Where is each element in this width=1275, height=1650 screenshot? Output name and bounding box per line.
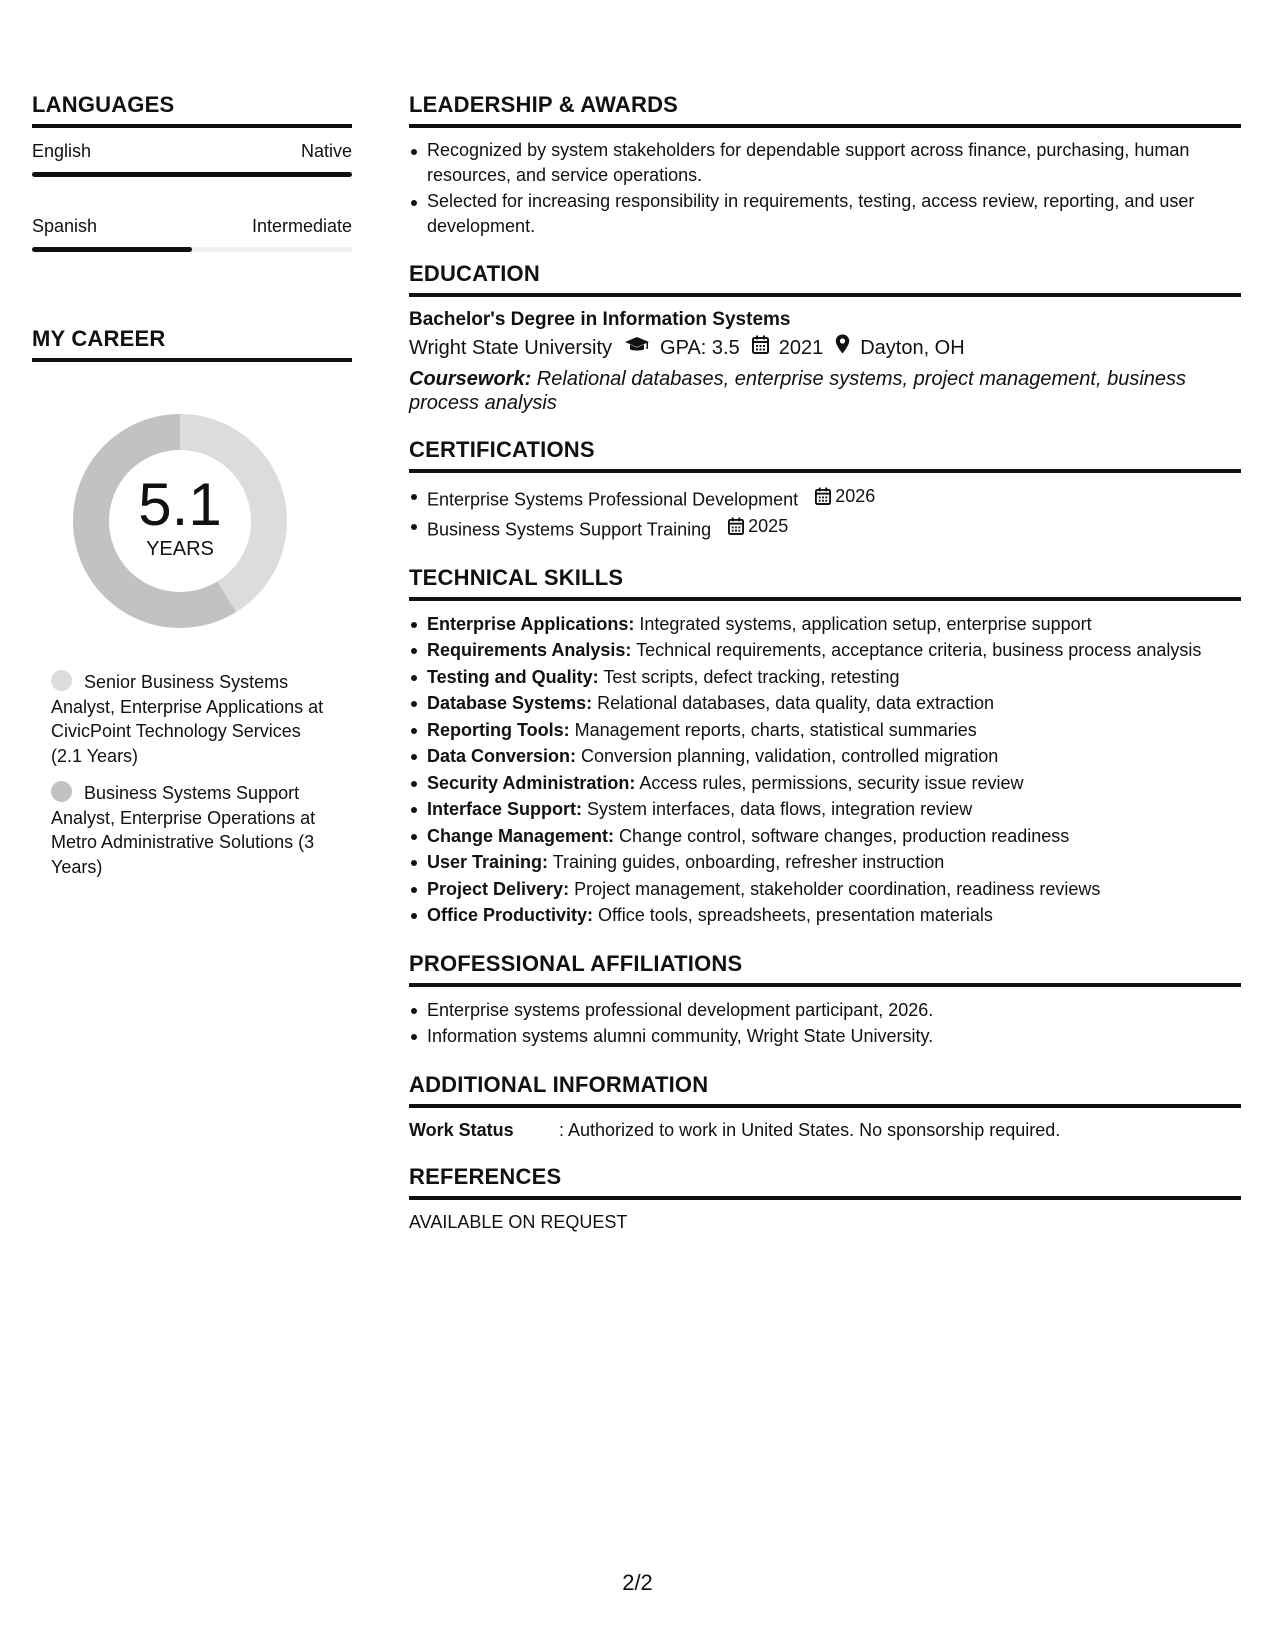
school-location: Dayton, OH <box>860 337 965 359</box>
page-number: 2/2 <box>622 1570 653 1595</box>
skill-details: Integrated systems, application setup, enterprise support <box>634 613 1092 634</box>
language-name: English <box>32 141 92 161</box>
skill-category: Change Management: <box>427 825 615 846</box>
career-legend-item <box>51 781 331 879</box>
coursework <box>409 367 1241 415</box>
donut-center <box>65 406 295 636</box>
skill-item <box>427 796 1241 823</box>
skill-details: Change control, software changes, production readiness <box>614 825 1070 846</box>
coursework-text: Relational databases, enterprise systems, project management, business process analysis <box>409 368 1187 414</box>
leadership-section <box>409 92 1241 239</box>
work-status-row <box>409 1118 1241 1142</box>
language-proficiency-bar <box>32 172 352 177</box>
language-proficiency-fill <box>32 247 192 252</box>
leadership-list <box>409 138 1241 239</box>
list-item <box>427 513 1241 543</box>
skill-details: Office tools, spreadsheets, presentation materials <box>593 905 993 925</box>
skill-item <box>427 743 1241 770</box>
career-years-unit: YEARS <box>146 538 214 560</box>
calendar-icon <box>728 517 744 535</box>
skill-item <box>427 717 1241 744</box>
legend-dot <box>51 781 72 802</box>
gpa: GPA: 3.5 <box>660 337 740 359</box>
skill-item <box>427 876 1241 903</box>
right-column <box>409 92 1241 1256</box>
skill-category: Interface Support: <box>427 799 583 819</box>
work-status-label: Work Status <box>409 1119 514 1140</box>
language-name: Spanish <box>32 216 98 236</box>
legend-dot <box>51 670 72 691</box>
additional-info-section <box>409 1072 1241 1142</box>
skill-item <box>427 823 1241 850</box>
career-role-label: Business Systems Support Analyst, Enterprise Operations at Metro Administrative Solutions (3 Years) <box>51 783 316 877</box>
skill-details: Test scripts, defect tracking, retesting <box>598 666 900 687</box>
list-item: Information systems alumni community, Wright State University. <box>427 1023 1241 1050</box>
list-item: Recognized by system stakeholders for dependable support across finance, purchasing, human resources, and service operations. <box>427 138 1241 188</box>
career-title: MY CAREER <box>32 326 352 362</box>
work-status-value: : Authorized to work in United States. No sponsorship required. <box>559 1119 1061 1140</box>
skills-section <box>409 565 1241 929</box>
skills-list <box>409 611 1241 929</box>
language-proficiency-bar <box>32 247 352 252</box>
skill-category: Office Productivity: <box>427 905 594 925</box>
career-donut-chart <box>65 406 295 636</box>
skill-category: Reporting Tools: <box>427 719 570 740</box>
certification-date <box>728 513 788 540</box>
skills-title: TECHNICAL SKILLS <box>409 565 1241 601</box>
certification-date <box>815 483 875 510</box>
coursework-label: Coursework: <box>409 368 532 390</box>
skill-details: Relational databases, data quality, data extraction <box>592 693 995 713</box>
skill-item <box>427 611 1241 638</box>
skill-details: Management reports, charts, statistical summaries <box>569 719 977 740</box>
career-legend-item <box>51 670 331 768</box>
skill-item <box>427 849 1241 876</box>
location-pin-icon <box>835 333 850 363</box>
graduation-cap-icon <box>624 333 650 363</box>
education-details <box>409 333 1241 363</box>
skill-category: Database Systems: <box>427 693 593 713</box>
leadership-title: LEADERSHIP & AWARDS <box>409 92 1241 128</box>
language-level: Intermediate <box>251 216 352 236</box>
career-total-years: 5.1 <box>138 471 222 538</box>
skill-details: Training guides, onboarding, refresher instruction <box>548 852 945 872</box>
certifications-title: CERTIFICATIONS <box>409 437 1241 473</box>
list-item: Selected for increasing responsibility in requirements, testing, access review, reporting, and user development. <box>427 189 1241 239</box>
degree-name: Bachelor's Degree in Information Systems <box>409 309 791 330</box>
skill-item <box>427 637 1241 664</box>
skill-category: Enterprise Applications: <box>427 613 635 634</box>
certifications-list <box>409 483 1241 543</box>
skill-category: Security Administration: <box>427 772 636 793</box>
education-title: EDUCATION <box>409 261 1241 297</box>
career-legend <box>51 670 331 879</box>
skill-item <box>427 770 1241 797</box>
skill-details: System interfaces, data flows, integration review <box>582 799 973 819</box>
certification-year: 2026 <box>835 486 876 506</box>
list-item <box>427 483 1241 513</box>
language-proficiency-fill <box>32 172 352 177</box>
certification-name: Business Systems Support Training <box>427 519 712 539</box>
affiliations-title: PROFESSIONAL AFFILIATIONS <box>409 951 1241 987</box>
certification-name: Enterprise Systems Professional Development <box>427 489 799 510</box>
skill-item <box>427 902 1241 929</box>
left-column <box>32 92 352 892</box>
career-role-label: Senior Business Systems Analyst, Enterprise Applications at CivicPoint Technology Services (2.1 Years) <box>51 672 324 766</box>
skill-details: Technical requirements, acceptance criteria, business process analysis <box>631 640 1202 660</box>
references-text: AVAILABLE ON REQUEST <box>409 1211 628 1232</box>
affiliations-section <box>409 951 1241 1050</box>
skill-item <box>427 664 1241 691</box>
skill-details: Access rules, permissions, security issue review <box>635 772 1024 793</box>
language-level: Native <box>300 141 352 161</box>
skill-category: Project Delivery: <box>427 878 570 899</box>
calendar-icon <box>752 333 769 363</box>
education-section <box>409 261 1241 415</box>
certifications-section <box>409 437 1241 543</box>
references-section <box>409 1164 1241 1234</box>
references-title: REFERENCES <box>409 1164 1241 1200</box>
language-item <box>32 140 352 177</box>
skill-item <box>427 690 1241 717</box>
skill-category: Data Conversion: <box>427 746 577 766</box>
skill-category: User Training: <box>427 852 549 872</box>
skill-category: Testing and Quality: <box>427 666 599 687</box>
languages-title: LANGUAGES <box>32 92 352 128</box>
affiliations-list <box>409 997 1241 1050</box>
skill-details: Conversion planning, validation, controlled migration <box>576 746 999 766</box>
school-name: Wright State University <box>409 337 613 359</box>
calendar-icon <box>815 487 831 505</box>
graduation-year: 2021 <box>778 337 824 359</box>
certification-year: 2025 <box>748 515 789 536</box>
language-item <box>32 215 352 252</box>
skill-category: Requirements Analysis: <box>427 640 632 660</box>
additional-info-title: ADDITIONAL INFORMATION <box>409 1072 1241 1108</box>
list-item: Enterprise systems professional development participant, 2026. <box>427 997 1241 1024</box>
skill-details: Project management, stakeholder coordination, readiness reviews <box>569 878 1101 899</box>
